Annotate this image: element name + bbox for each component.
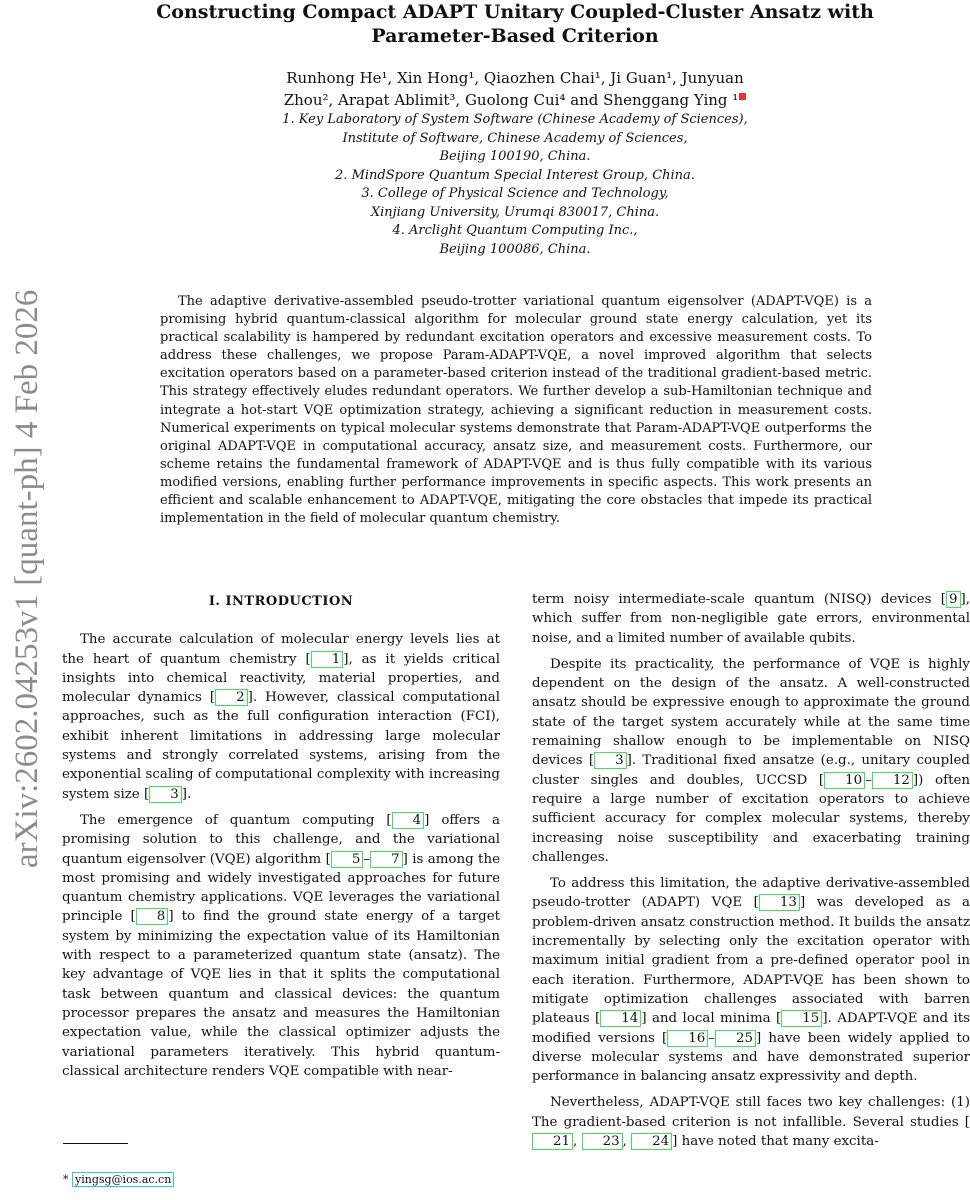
citation-link[interactable]: 16 xyxy=(667,1030,708,1047)
affiliation-line: 2. MindSpore Quantum Special Interest Group, China. xyxy=(335,167,695,183)
footnote-marker: * xyxy=(63,1173,69,1186)
corresponding-author-link-icon[interactable] xyxy=(739,93,746,100)
text: ] offers a promising solution to this challenge, and the variational quantum eigensolver (VQE) algorithm [ xyxy=(62,812,500,867)
citation-link[interactable]: 15 xyxy=(781,1010,822,1027)
text: Despite its practicality, the performance of VQE is highly dependent on the design of the ansatz. A well-constructed ansatz should be expressive enough to approximate the ground state of the target system accurately while at the same time remaining shallow enough to be implementable on NISQ devices [ xyxy=(532,656,970,769)
citation-link[interactable]: 13 xyxy=(759,894,800,911)
author-line-text: Zhou², Arapat Ablimit³, Guolong Cui⁴ and Shenggang Ying ¹ xyxy=(283,91,739,109)
left-column xyxy=(62,590,500,1088)
citation-link[interactable]: 25 xyxy=(715,1030,756,1047)
affiliation-line: Institute of Software, Chinese Academy of Sciences, xyxy=(342,130,688,146)
abstract: The adaptive derivative-assembled pseudo-trotter variational quantum eigensolver (ADAPT-VQE) is a promising hybrid quantum-classical algorithm for molecular ground state energy calculation, yet its practical scalability is hampered by redundant excitation operators and excessive measurement costs. To address these challenges, we propose Param-ADAPT-VQE, a novel improved algorithm that selects excitation operators based on a parameter-based criterion instead of the traditional gradient-based metric. This strategy effectively eludes redundant operators. We further develop a sub-Hamiltonian technique and integrate a hot-start VQE optimization strategy, achieving a significant reduction in measurement costs. Numerical experiments on typical molecular systems demonstrate that Param-ADAPT-VQE outperforms the original ADAPT-VQE in computational accuracy, ansatz size, and measurement costs. Furthermore, our scheme retains the fundamental framework of ADAPT-VQE and is thus fully compatible with its various modified versions, enabling further performance improvements in specific aspects. This work presents an efficient and scalable enhancement to ADAPT-VQE, mitigating the core obstacles that impede its practical implementation in the field of molecular quantum chemistry. xyxy=(160,294,872,527)
citation-link[interactable]: 9 xyxy=(946,591,961,608)
affiliation-line: 3. College of Physical Science and Technology, xyxy=(361,186,669,201)
author-line: Runhong He¹, Xin Hong¹, Qiaozhen Chai¹, Ji Guan¹, Junyuan xyxy=(286,69,744,87)
text: ] have been widely applied to diverse molecular systems and have demonstrated superior performance in balancing ansatz expressivity and depth. xyxy=(532,1030,970,1085)
citation-link[interactable]: 8 xyxy=(136,908,169,925)
affiliation-line: 1. Key Laboratory of System Software (Chinese Academy of Sciences), xyxy=(282,112,748,127)
citation-link[interactable]: 1 xyxy=(311,651,344,668)
author-list xyxy=(200,67,830,111)
citation-link[interactable]: 24 xyxy=(631,1133,672,1150)
citation-link[interactable]: 3 xyxy=(149,786,182,803)
text: ]. xyxy=(181,786,192,802)
text: ], which suffer from non-negligible gate errors, environmental noise, and a limited number of available qubits. xyxy=(532,592,970,646)
text: ]) often require a large number of excitation operators to achieve sufficient accuracy for complex molecular systems, thereby increasing noise susceptibility and exacerbating training challenges. xyxy=(532,772,970,865)
title-line: Constructing Compact ADAPT Unitary Coupled-Cluster Ansatz with xyxy=(156,1,874,23)
citation-link[interactable]: 5 xyxy=(331,851,364,868)
text: ], as it yields critical insights into chemical reactivity, material properties, and molecular dynamics [ xyxy=(62,651,500,706)
citation-link[interactable]: 12 xyxy=(872,772,913,789)
text: ]. ADAPT-VQE and its modified versions [ xyxy=(532,1011,970,1046)
text: The emergence of quantum computing [ xyxy=(80,812,392,828)
affiliation-line: Xinjiang University, Urumqi 830017, China. xyxy=(370,204,660,220)
citation-link[interactable]: 2 xyxy=(215,689,248,706)
paragraph xyxy=(62,811,500,1081)
footnote xyxy=(63,1172,174,1188)
citation-link[interactable]: 23 xyxy=(582,1133,623,1150)
section-heading: I. INTRODUCTION xyxy=(208,594,354,609)
paragraph xyxy=(532,874,970,1086)
citation-link[interactable]: 14 xyxy=(600,1010,641,1027)
paper-title xyxy=(100,0,930,48)
citation-link[interactable]: 10 xyxy=(824,772,865,789)
text: , xyxy=(622,1134,632,1150)
affiliation-line: Beijing 100086, China. xyxy=(439,241,591,257)
text: , xyxy=(573,1134,582,1150)
footnote-rule xyxy=(63,1143,128,1144)
affiliations xyxy=(200,111,830,259)
text: ] is among the most promising and widely investigated approaches for future quantum chemistry applications. VQE leverages the variational principle [ xyxy=(62,851,500,925)
citation-link[interactable]: 21 xyxy=(532,1133,573,1150)
text: – xyxy=(363,851,371,867)
author-line xyxy=(200,89,830,111)
email-link[interactable]: yingsg@ios.ac.cn xyxy=(72,1172,174,1187)
paragraph xyxy=(62,630,500,804)
paragraph xyxy=(532,655,970,867)
text: ]. However, classical computational approaches, such as the full configuration interaction (FCI), exhibit inherent limitations in addressing large molecular systems and strongly correlated systems, arising from the exponential scaling of computational complexity with increasing system size [ xyxy=(62,690,500,802)
affiliation-line: 4. Arclight Quantum Computing Inc., xyxy=(392,223,638,238)
paragraph xyxy=(532,1093,970,1151)
text: The accurate calculation of molecular energy levels lies at the heart of quantum chemistry [ xyxy=(62,632,500,667)
title-line: Parameter-Based Criterion xyxy=(371,25,659,47)
text: ] and local minima [ xyxy=(641,1011,782,1027)
text: ] have noted that many excita- xyxy=(672,1134,879,1150)
text: term noisy intermediate-scale quantum (NISQ) devices [ xyxy=(532,592,946,607)
text: Nevertheless, ADAPT-VQE still faces two key challenges: (1) The gradient-based criterion is not infallible. Several studies [ xyxy=(532,1095,970,1130)
text: To address this limitation, the adaptive derivative-assembled pseudo-trotter (ADAPT) VQE [ xyxy=(532,876,970,911)
text: – xyxy=(708,1030,715,1046)
text: ] was developed as a problem-driven ansatz construction method. It builds the ansatz incrementally by selecting only the excitation operator with maximum initial gradient from a pre-defined operator pool in each iteration. Furthermore, ADAPT-VQE has been shown to mitigate optimization challenges associated with barren plateaus [ xyxy=(532,895,970,1027)
citation-link[interactable]: 3 xyxy=(594,752,627,769)
text: – xyxy=(865,772,872,788)
text: ]. Traditional fixed ansatze (e.g., unitary coupled cluster singles and doubles, UCCSD [ xyxy=(532,753,970,788)
right-column xyxy=(532,590,970,1158)
citation-link[interactable]: 7 xyxy=(370,851,403,868)
paragraph xyxy=(532,590,970,648)
citation-link[interactable]: 4 xyxy=(392,812,425,829)
arxiv-identifier: arXiv:2602.04253v1 [quant-ph] 4 Feb 2026 xyxy=(9,290,45,869)
text: ] to find the ground state energy of a target system by minimizing the expectation value of its Hamiltonian with respect to a parameterized quantum state (ansatz). The key advantage of VQE lies in that it splits the computational task between quantum and classical devices: the quantum processor prepares the ansatz and measures the Hamiltonian expectation value, while the classical optimizer adjusts the variational parameters iteratively. This hybrid quantum-classical architecture renders VQE compatible with near- xyxy=(62,909,501,1079)
affiliation-line: Beijing 100190, China. xyxy=(439,149,591,164)
